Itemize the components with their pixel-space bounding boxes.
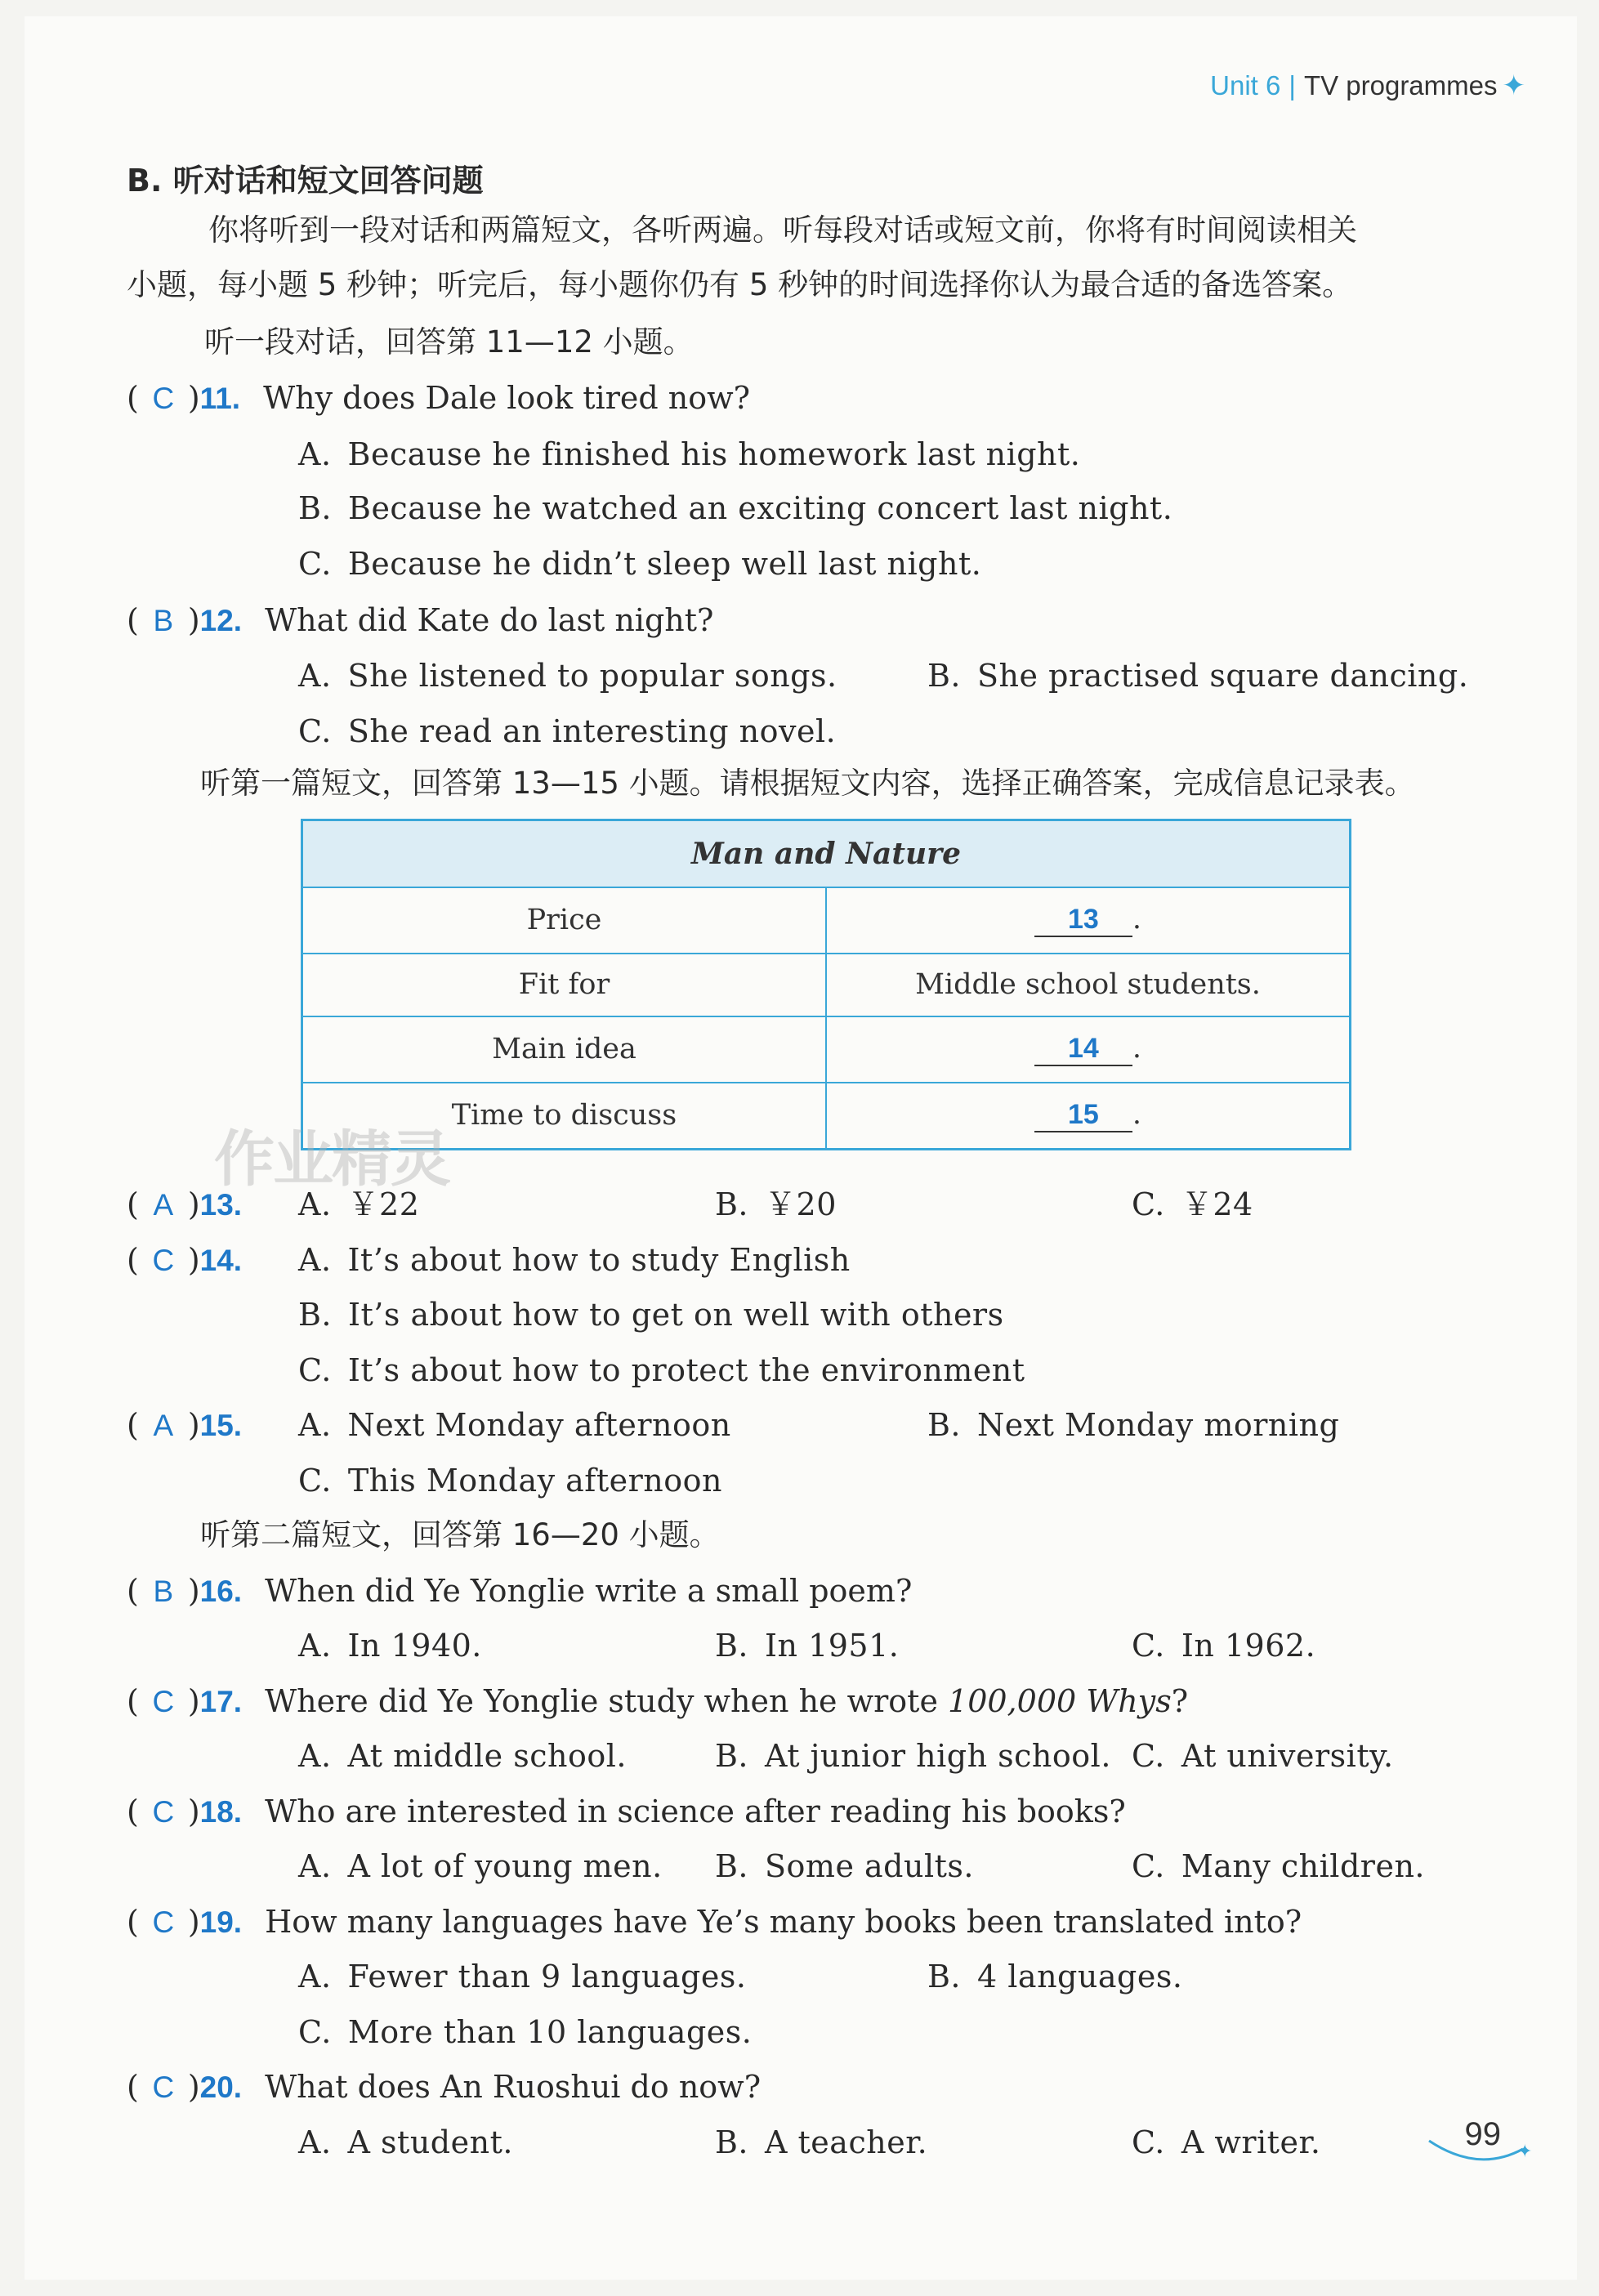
instruction-passage-2: 听第二篇短文，回答第 16—20 小题。 [200, 1517, 720, 1552]
option-c: C. It’s about how to protect the environment [298, 1352, 1025, 1388]
table-row: Main idea 14 . [302, 1016, 1351, 1083]
question-17: ( C )17. Where did Ye Yonglie study when he wrote 100,000 Whys? [127, 1683, 1189, 1719]
option-b: B. Because he watched an exciting concert last night. [298, 490, 1173, 526]
option-c: C. In 1962. [1132, 1628, 1316, 1664]
option-c: C. Because he didn’t sleep well last night. [298, 546, 982, 582]
option-a: A. At middle school. [298, 1738, 627, 1774]
option-a: A. Next Monday afternoon [298, 1407, 731, 1443]
option-c: C. She read an interesting novel. [298, 713, 837, 749]
option-a: A. ￥22 [298, 1186, 420, 1222]
question-14: ( C )14. [127, 1242, 243, 1278]
option-c: C. Many children. [1132, 1848, 1425, 1884]
blank-14: 14 [1034, 1033, 1132, 1066]
option-c: C. A writer. [1132, 2124, 1321, 2160]
blank-13: 13 [1034, 904, 1132, 937]
answer-11: C [152, 382, 175, 415]
option-b: B. In 1951. [715, 1628, 900, 1664]
option-a: A. Fewer than 9 languages. [298, 1959, 747, 1994]
option-b: B. It’s about how to get on well with others [298, 1297, 1004, 1333]
question-15: ( A )15. [127, 1407, 243, 1443]
question-18: ( C )18. Who are interested in science after reading his books? [127, 1793, 1126, 1829]
section-title: B. 听对话和短文回答问题 [127, 163, 484, 199]
answer-12: B [153, 604, 174, 637]
intro-line-2: 小题，每小题 5 秒钟；听完后，每小题你仍有 5 秒钟的时间选择你认为最合适的备选答案。 [127, 267, 1353, 302]
page-arc-icon [1421, 2124, 1535, 2173]
question-13: ( A )13. [127, 1186, 243, 1222]
instruction-dialog: 听一段对话，回答第 11—12 小题。 [204, 324, 694, 360]
info-table [301, 819, 1351, 1150]
unit-label: Unit 6 [1210, 70, 1281, 101]
table-row: Price 13 . [302, 887, 1351, 954]
option-a: A. She listened to popular songs. [298, 658, 837, 694]
option-a: A. A lot of young men. [298, 1848, 663, 1884]
table-row: Time to discuss 15 . [302, 1083, 1351, 1150]
option-c: C. At university. [1132, 1738, 1394, 1774]
option-b: B. Next Monday morning [927, 1407, 1340, 1443]
option-b: B. ￥20 [715, 1186, 837, 1222]
question-16: ( B )16. When did Ye Yonglie write a small poem? [127, 1573, 913, 1609]
option-b: B. Some adults. [715, 1848, 974, 1884]
option-a: A. A student. [298, 2124, 513, 2160]
header-title: TV programmes [1303, 70, 1498, 101]
option-b: B. A teacher. [715, 2124, 928, 2160]
table-title: Man and Nature [302, 820, 1351, 888]
option-b: B. She practised square dancing. [927, 658, 1469, 694]
option-c: C. More than 10 languages. [298, 2014, 753, 2050]
option-c: C. ￥24 [1132, 1186, 1253, 1222]
page-number: 99 [1464, 2116, 1501, 2152]
star-icon: ✦ [1502, 70, 1525, 101]
option-b: B. 4 languages. [927, 1959, 1183, 1994]
question-number: 11. [199, 382, 241, 415]
intro-line-1: 你将听到一段对话和两篇短文，各听两遍。听每段对话或短文前，你将有时间阅读相关 [208, 212, 1357, 248]
question-text: Why does Dale look tired now? [263, 380, 751, 416]
question-11: ( C )11. Why does Dale look tired now? [127, 380, 751, 416]
option-c: C. This Monday afternoon [298, 1463, 722, 1499]
svg-text:✦: ✦ [1517, 2142, 1533, 2162]
page-header [1210, 69, 1525, 102]
option-a: A. It’s about how to study English [298, 1242, 851, 1278]
watermark: 作业精灵 [214, 1124, 449, 1195]
question-19: ( C )19. How many languages have Ye’s many books been translated into? [127, 1904, 1302, 1940]
question-20: ( C )20. What does An Ruoshui do now? [127, 2069, 762, 2105]
option-a: A. In 1940. [298, 1628, 482, 1664]
table-row: Fit for Middle school students. [302, 954, 1351, 1016]
option-b: B. At junior high school. [715, 1738, 1111, 1774]
header-separator: | [1289, 70, 1296, 101]
option-a: A. Because he finished his homework last night. [298, 436, 1081, 472]
blank-15: 15 [1034, 1099, 1132, 1132]
question-12: ( B )12. What did Kate do last night? [127, 602, 714, 638]
instruction-passage-1: 听第一篇短文，回答第 13—15 小题。请根据短文内容，选择正确答案，完成信息记录表。 [200, 766, 1415, 801]
